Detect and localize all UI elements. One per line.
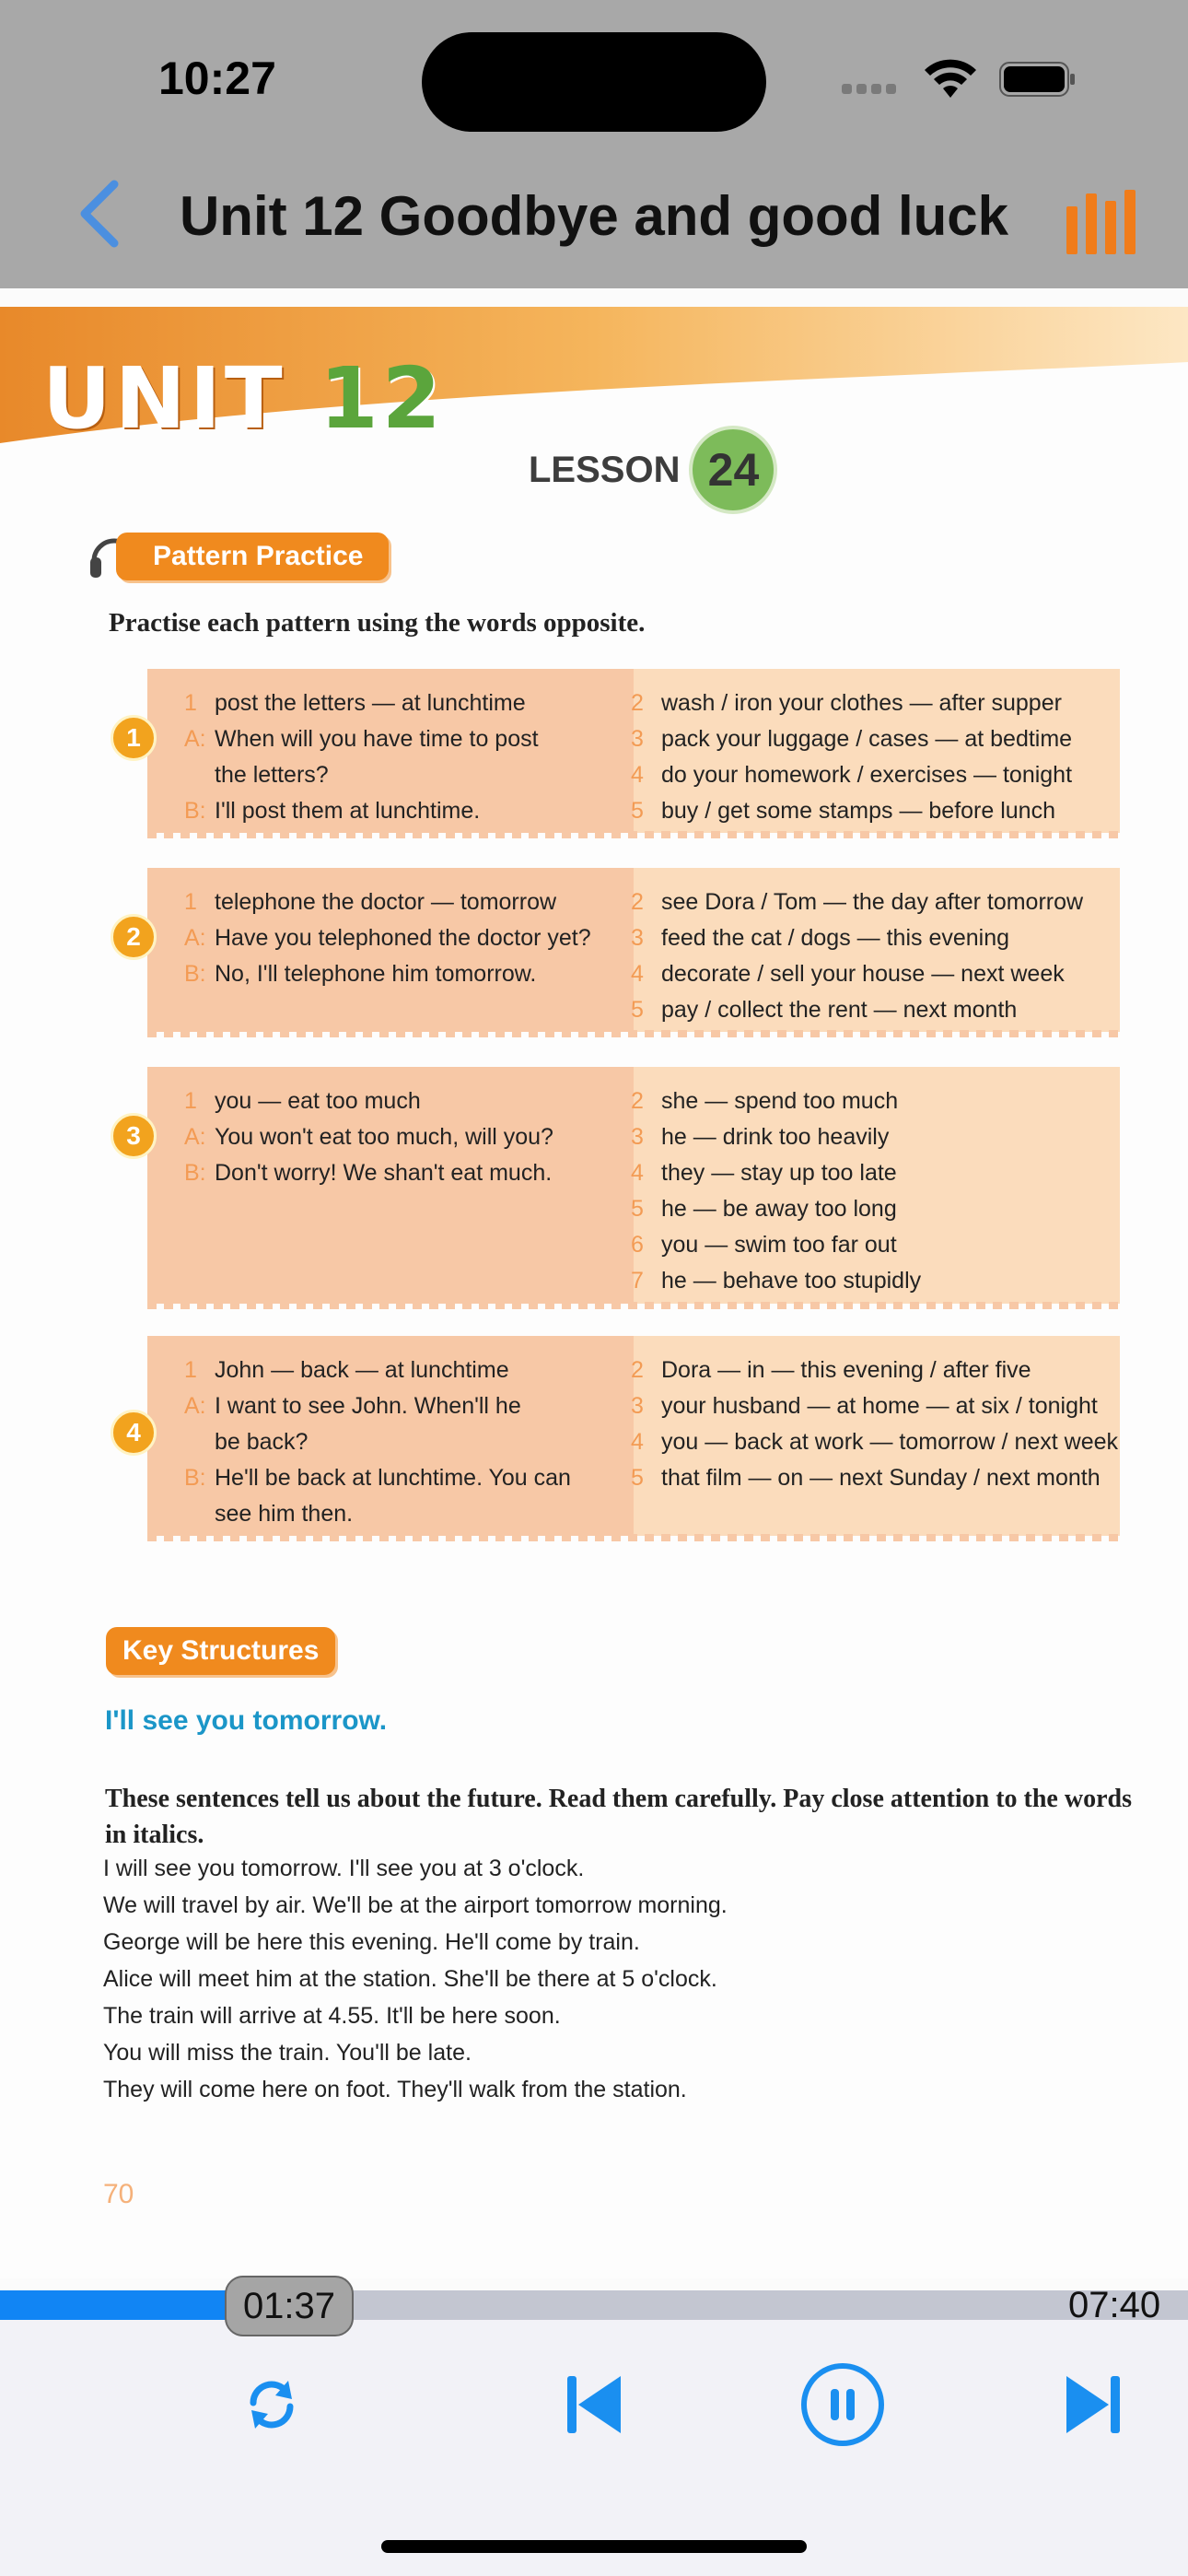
total-time: 07:40 <box>1068 2285 1161 2325</box>
current-time[interactable]: 01:37 <box>225 2276 354 2336</box>
page-number: 70 <box>103 2179 134 2209</box>
pattern-examples: 1 John — back — at lunchtime A: I want to see John. When'll he be back? B: He'll be back at lunchtime. You can see him then. <box>184 1357 571 1527</box>
repeat-icon <box>242 2375 301 2434</box>
example-sentence: George will be here this evening. He'll come by train. <box>103 1929 640 1955</box>
example-sentences <box>103 1850 728 2108</box>
example-sentence: You will miss the train. You'll be late. <box>103 2040 472 2066</box>
pattern-box-1 <box>126 669 1120 833</box>
pattern-examples: 1 you — eat too much A: You won't eat too much, will you? B: Don't worry! We shan't eat much. <box>184 1088 553 1186</box>
key-structure-intro: These sentences tell us about the future. Read them carefully. Pay close attention to the words in italics. <box>105 1785 1132 1849</box>
pause-button[interactable] <box>799 2361 886 2448</box>
pause-icon <box>799 2361 886 2448</box>
pattern-examples: 1 telephone the doctor — tomorrow A: Have you telephoned the doctor yet? B: No, I'll telephone him tomorrow. <box>184 889 591 987</box>
previous-button[interactable] <box>553 2363 635 2446</box>
pattern-practice-heading: Pattern Practice <box>116 533 389 580</box>
repeat-button[interactable] <box>230 2363 313 2446</box>
progress-bar[interactable] <box>0 2290 1188 2320</box>
pattern-number: 1 <box>111 715 157 761</box>
pattern-box-4 <box>126 1336 1120 1536</box>
lesson-number: 24 <box>689 426 777 514</box>
pattern-substitutions: 2 wash / iron your clothes — after supper 3 pack your luggage / cases — at bedtime 4 do your homework / exercises — tonight 5 buy / get some stamps — before lunch <box>631 690 1073 824</box>
lesson-header <box>529 424 777 516</box>
key-structures-heading: Key Structures <box>106 1627 335 1675</box>
home-indicator <box>381 2540 807 2553</box>
skip-next-icon <box>1061 2372 1125 2437</box>
pattern-number: 4 <box>111 1410 157 1456</box>
pattern-examples: 1 post the letters — at lunchtime A: When will you have time to post the letters? B: I'll post them at lunchtime. <box>184 690 539 824</box>
pattern-substitutions: 2 she — spend too much 3 he — drink too heavily 4 they — stay up too late 5 he — be away too long 6 you — swim too far out 7 he — behave too stupidly <box>631 1088 922 1294</box>
pattern-box-3 <box>126 1067 1120 1304</box>
unit-title: UNIT 12 <box>42 349 445 448</box>
pattern-box-2 <box>126 868 1120 1032</box>
next-button[interactable] <box>1052 2363 1135 2446</box>
back-chevron-icon[interactable] <box>72 177 127 251</box>
instruction-text: Practise each pattern using the words opposite. <box>109 608 646 638</box>
pattern-number: 2 <box>111 914 157 960</box>
nav-title: Unit 12 Goodbye and good luck <box>179 185 1009 247</box>
lesson-label: LESSON <box>529 449 681 490</box>
dynamic-island <box>422 32 766 132</box>
status-time: 10:27 <box>158 53 276 104</box>
textbook-page <box>0 288 1188 2290</box>
example-sentence: They will come here on foot. They'll walk from the station. <box>103 2077 687 2102</box>
example-sentence: We will travel by air. We'll be at the airport tomorrow morning. <box>103 1892 728 1918</box>
key-structure-title: I'll see you tomorrow. <box>105 1705 388 1736</box>
pattern-substitutions: 2 see Dora / Tom — the day after tomorrow 3 feed the cat / dogs — this evening 4 decorate / sell your house — next week 5 pay / collect the rent — next month <box>631 889 1084 1023</box>
pattern-number: 3 <box>111 1113 157 1159</box>
battery-icon <box>999 62 1077 97</box>
skip-previous-icon <box>562 2372 626 2437</box>
cellular-signal-icon <box>842 82 904 95</box>
example-sentence: I will see you tomorrow. I'll see you at 3 o'clock. <box>103 1856 585 1881</box>
wifi-icon <box>921 57 980 106</box>
progress-fill <box>0 2290 250 2320</box>
example-sentence: The train will arrive at 4.55. It'll be here soon. <box>103 2003 561 2029</box>
playlist-bars-icon[interactable] <box>1066 190 1140 254</box>
pattern-substitutions: 2 Dora — in — this evening / after five 3 your husband — at home — at six / tonight 4 you — back at work — tomorrow / next week 5 that film — on — next Sunday / next month <box>631 1357 1119 1491</box>
example-sentence: Alice will meet him at the station. She'll be there at 5 o'clock. <box>103 1966 717 1992</box>
